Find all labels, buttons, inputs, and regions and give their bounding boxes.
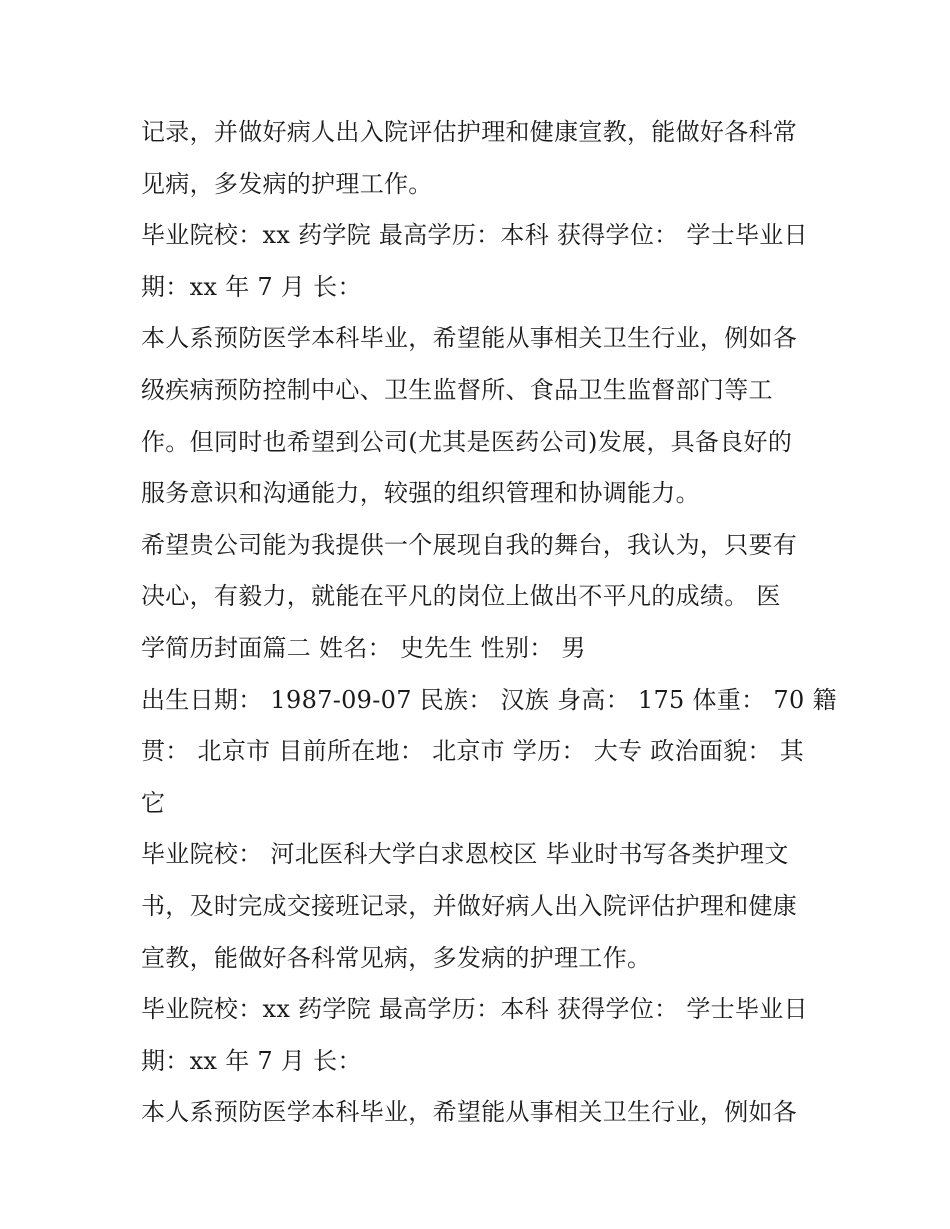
text-line: 级疾病预防控制中心、卫生监督所、食品卫生监督部门等工 <box>141 375 773 404</box>
text-line: 期：xx 年 7 月 长： <box>141 272 362 301</box>
text-line: 本人系预防医学本科毕业，希望能从事相关卫生行业，例如各 <box>141 1098 798 1127</box>
text-line: 见病，多发病的护理工作。 <box>141 169 433 198</box>
text-line: 宣教，能做好各科常见病，多发病的护理工作。 <box>141 943 652 972</box>
text-line: 毕业院校：xx 药学院 最高学历：本科 获得学位： 学士毕业日 <box>141 995 808 1024</box>
text-line: 服务意识和沟通能力，较强的组织管理和协调能力。 <box>141 479 700 508</box>
text-line: 记录，并做好病人出入院评估护理和健康宣教，能做好各科常 <box>141 118 798 146</box>
text-line: 书，及时完成交接班记录，并做好病人出入院评估护理和健康 <box>141 891 798 920</box>
text-line: 贯： 北京市 目前所在地： 北京市 学历： 大专 政治面貌： 其 <box>141 737 804 766</box>
text-line: 出生日期： 1987-09-07 民族： 汉族 身高： 175 体重： 70 籍 <box>141 685 837 714</box>
text-line: 作。但同时也希望到公司(尤其是医药公司)发展，具备良好的 <box>141 427 793 456</box>
text-line: 本人系预防医学本科毕业，希望能从事相关卫生行业，例如各 <box>141 324 798 353</box>
document-body <box>141 107 837 1139</box>
text-line: 它 <box>141 788 166 817</box>
text-line: 学简历封面篇二 姓名： 史先生 性别： 男 <box>141 633 586 662</box>
text-line: 毕业院校： 河北医科大学白求恩校区 毕业时书写各类护理文 <box>141 840 789 869</box>
text-line: 希望贵公司能为我提供一个展现自我的舞台，我认为，只要有 <box>141 530 798 559</box>
text-line: 毕业院校：xx 药学院 最高学历：本科 获得学位： 学士毕业日 <box>141 221 808 250</box>
text-line: 决心，有毅力，就能在平凡的岗位上做出不平凡的成绩。 医 <box>141 582 781 611</box>
text-line: 期：xx 年 7 月 长： <box>141 1046 362 1075</box>
